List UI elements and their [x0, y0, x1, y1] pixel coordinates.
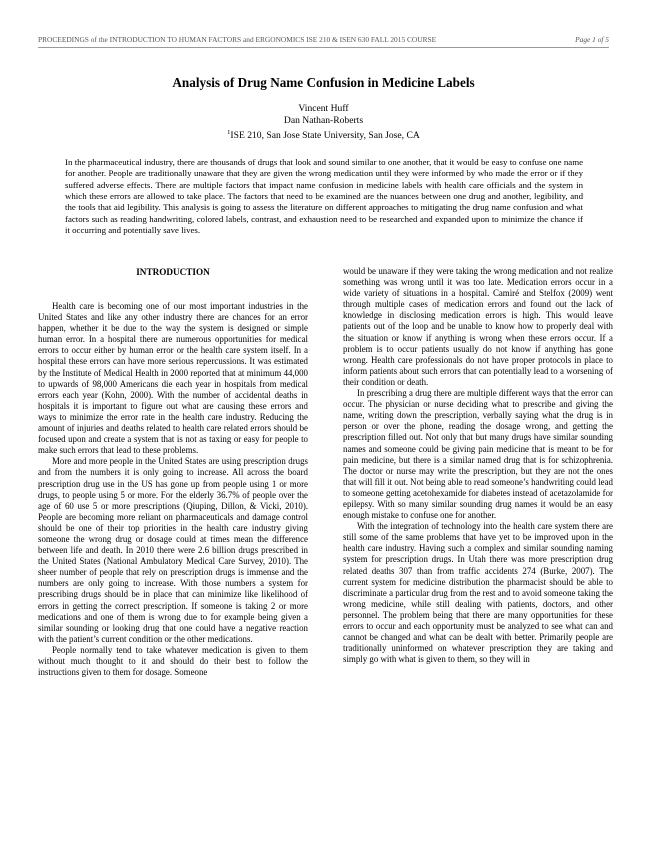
running-header: [38, 35, 609, 48]
body-paragraph: Health care is becoming one of our most important industries in the United States and like any other industry there are chances for an error happen, whether it be due to the way the system is designed or simple human error. In a hospital there are numerous opportunities for medical errors to occur either by human error or the health care system itself. In a hospital these errors can have more serious repercussions. It was estimated by the Institute of Medical Health in 2000 reported that at minimum 44,000 to upwards of 98,000 Americans die each year in hospitals from medical errors each year (Kohn, 2000). With the number of accidental deaths in hospitals it is important to figure out what are causing these errors and ways to minimize the error rate in the health care industry. Reducing the amount of injuries and deaths related to health care related errors should be focused upon and create a system that is not as taxing or easy for people to make such errors that lead to these problems.: [38, 301, 308, 456]
author-name: Dan Nathan-Roberts: [283, 114, 364, 126]
body-paragraph: With the integration of technology into the health care system there are still some of the same problems that have yet to be improved upon in the health care industry. Having such a complex and similar sounding naming system for prescription drugs. In Utah there was more prescription drug related deaths 307 than from traffic accidents 274 (Burke, 2007). The current system for medicine distribution the pharmacist should be able to discriminate a particular drug from the rest and to avoid someone taking the wrong medicine, while still dealing with patients, doctors, and other personnel. The problem being that there are many opportunities for these errors to occur and each opportunity must be analyzed to see what can and cannot be changed and what can be dealt with better. Primarily people are traditionally uninformed on whatever prescription they are taking and simply go with what is given to them, so they will in: [343, 521, 613, 665]
affiliation: [0, 127, 647, 142]
affiliation-text: ISE 210, San Jose State University, San Jose, CA: [230, 129, 420, 141]
proceedings-header: PROCEEDINGS of the INTRODUCTION TO HUMAN FACTORS and ERGONOMICS ISE 210 & ISEN 630 FALL 2015 COURSE: [38, 35, 437, 44]
body-paragraph: People normally tend to take whatever medication is given to them without much thought to it and should do their best to follow the instructions given to them for dosage. Someone: [38, 644, 308, 678]
author-name: Vincent Huff: [298, 103, 349, 114]
right-column: [343, 266, 613, 665]
paper-title: Analysis of Drug Name Confusion in Medicine Labels: [172, 75, 475, 90]
affiliation-superscript: 1: [227, 128, 231, 136]
body-paragraph: would be unaware if they were taking the wrong medication and not realize something was wrong until it was too late. Medication errors occur in a wide variety of situations in a hospital. Camiré and Stelfox (2009) went through multiple cases of medication errors and found out the lack of knowledge in disclosing medication errors is high. This would leave patients out of the loop and be unable to know how to properly deal with the situation or know if anything is wrong when these errors occur. If a problem is to occur patients usually do not know if anything has gone wrong. Health care professionals do not have proper protocols in place to inform patients about such errors that can potentially lead to a worsening of their condition or death.: [343, 266, 613, 387]
abstract: In the pharmaceutical industry, there are thousands of drugs that look and sound similar to one another, that it would be easy to confuse one name for another. People are traditionally unaware that they are given the wrong medication until they were informed by who made the error or if they suffered adverse effects. There are multiple factors that impact name confusion in medicine labels with health care officials and the system in which these errors are allowed to take place. The factors that need to be examined are the nuances between one drug and another, legibility, and the tools that aid legibility. This analysis is going to assess the literature on different approaches to mitigating the drug name confusion and what factors such as reading handwriting, colored labels, contrast, and exhaustion need to be researched and expanded upon to minimize the chance if it occurring and potentially save lives.: [65, 157, 583, 236]
left-column: [38, 266, 308, 678]
body-paragraph: In prescribing a drug there are multiple different ways that the error can occur. The physician or nurse deciding what to prescribe and giving the name, writing down the prescription, verbally saying what the drug is in person or over the phone, reading the dosage wrong, and getting the prescription filled out. Not only that but many drugs have similar sounding names and someone could be giving pain medicine that is meant to be for pain medicine, but there is a similar named drug that is for schizophrenia. The doctor or nurse may write the prescription, but they are not the ones that will fill it out. Not being able to read someone’s handwriting could lead to someone getting acetohexamide for diabetes instead of acetazolamide for epilepsy. With so many similar sounding drug names it would be an easy enough mistake to confuse one for another.: [343, 388, 613, 521]
body-paragraph: More and more people in the United States are using prescription drugs and from the numbers it is only going to increase. All across the board prescription drug use in the US has gone up from people using 1 or more drugs, to people using 5 or more. For the elderly 36.7% of people over the age of 60 use 5 or more prescriptions (Qiuping, Dillon, & Vicki, 2010). People are becoming more reliant on pharmaceuticals and damage control should be one of their top priorities in the health care industry giving someone the wrong drug or dosage could at times mean the difference between life and death. In 2010 there were 2.6 billion drugs prescribed in the United States (National Ambulatory Medical Care Survey, 2010). The sheer number of people that rely on prescription drugs is immense and the numbers are only going to increase. With those numbers a system for prescribing drugs should be in place that can minimize like likelihood of errors in getting the correct prescription. If someone is taking 2 or more medications and one of them is wrong due to for example being given a similar sounding or looking drug that one could have a negative reaction with the patient’s current condition or the other medications.: [38, 456, 308, 644]
section-heading: INTRODUCTION: [136, 267, 210, 277]
author-block: [0, 103, 647, 142]
page-number: Page 1 of 5: [575, 35, 609, 44]
